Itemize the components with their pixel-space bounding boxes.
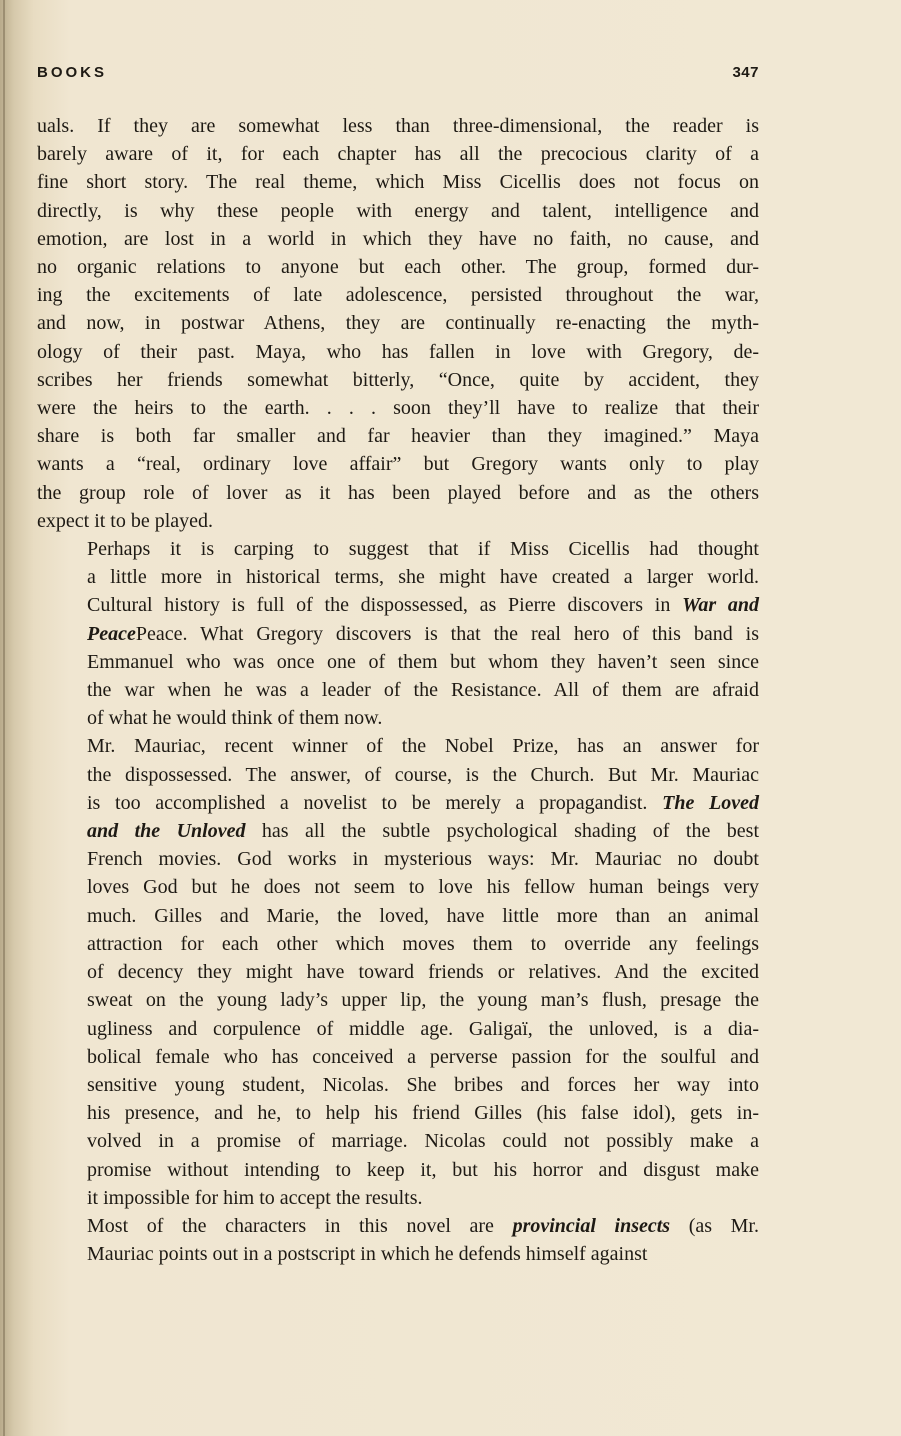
paragraph-3: [37, 732, 759, 1211]
text-line: Mauriac points out in a postscript in which he defends himself against: [87, 1243, 648, 1266]
text-line: wants a “real, ordinary love affair” but Gregory wants only to play: [37, 453, 759, 476]
text-line: emotion, are lost in a world in which they have no faith, no cause, and: [37, 227, 759, 250]
text-line: ugliness and corpulence of middle age. Galigaï, the unloved, is a dia-: [87, 1017, 759, 1040]
body-text: [37, 112, 759, 1268]
text-line: bolical female who has conceived a perverse passion for the soulful and: [87, 1045, 759, 1068]
text-line: no organic relations to anyone but each other. The group, formed dur-: [37, 256, 759, 279]
paragraph-4: [37, 1212, 759, 1268]
text-line: directly, is why these people with energy and talent, intelligence and: [37, 199, 759, 222]
text-line: ing the excitements of late adolescence, persisted throughout the war,: [37, 284, 759, 307]
text-line: barely aware of it, for each chapter has all the precocious clarity of a: [37, 143, 759, 166]
text-line: [37, 620, 759, 648]
book-title-italic: War and: [682, 594, 759, 617]
text-line: Perhaps it is carping to suggest that if Miss Cicellis had thought: [87, 538, 759, 561]
text-line: a little more in historical terms, she might have created a larger world.: [87, 566, 759, 589]
text-line: the war when he was a leader of the Resistance. All of them are afraid: [87, 679, 759, 702]
text-run: (as Mr.: [670, 1214, 759, 1237]
book-title-italic: Peace: [87, 622, 136, 645]
text-line: the group role of lover as it has been played before and as the others: [37, 481, 759, 504]
text-line: were the heirs to the earth. . . . soon they’ll have to realize that their: [37, 397, 759, 420]
text-line: of decency they might have toward friends or relatives. And the excited: [87, 961, 759, 984]
text-line: of what he would think of them now.: [87, 707, 383, 730]
text-line: promise without intending to keep it, but his horror and disgust make: [87, 1158, 759, 1181]
text-line: sensitive young student, Nicolas. She bribes and forces her way into: [87, 1073, 759, 1096]
text-line: [37, 817, 759, 845]
text-line: [37, 789, 759, 817]
text-line: sweat on the young lady’s upper lip, the young man’s flush, presage the: [87, 989, 759, 1012]
text-run: is too accomplished a novelist to be merely a propagandist.: [87, 791, 663, 814]
text-line: ology of their past. Maya, who has fallen in love with Gregory, de-: [37, 340, 759, 363]
page-number: 347: [732, 64, 759, 81]
paragraph-2: [37, 535, 759, 732]
text-run: Peace. What Gregory discovers is that the real hero of this band is: [135, 622, 759, 645]
text-line: uals. If they are somewhat less than three-dimensional, the reader is: [37, 115, 759, 137]
text-line: Emmanuel who was once one of them but whom they haven’t seen since: [87, 650, 759, 673]
text-line: the dispossessed. The answer, of course, is the Church. But Mr. Mauriac: [87, 763, 759, 786]
paragraph-1: [37, 112, 759, 535]
text-line: loves God but he does not seem to love his fellow human beings very: [87, 876, 759, 899]
text-line: [37, 1212, 759, 1240]
text-line: expect it to be played.: [37, 509, 214, 532]
text-line: and now, in postwar Athens, they are continually re-enacting the myth-: [37, 312, 759, 335]
text-line: share is both far smaller and far heavier than they imagined.” Maya: [37, 425, 759, 448]
text-line: [37, 591, 759, 619]
text-line: French movies. God works in mysterious ways: Mr. Mauriac no doubt: [87, 848, 759, 871]
binding-gutter: [3, 0, 5, 1436]
section-title: BOOKS: [37, 64, 108, 81]
text-run: Most of the characters in this novel are: [87, 1214, 513, 1237]
book-title-italic: The Loved: [662, 791, 760, 814]
text-line: it impossible for him to accept the results.: [87, 1186, 423, 1209]
text-line: his presence, and he, to help his friend Gilles (his false idol), gets in-: [87, 1102, 759, 1125]
text-line: scribes her friends somewhat bitterly, “Once, quite by accident, they: [37, 368, 759, 391]
text-line: fine short story. The real theme, which Miss Cicellis does not focus on: [37, 171, 759, 194]
text-run: has all the subtle psychological shading of the best: [245, 820, 760, 843]
text-line: attraction for each other which moves them to override any feelings: [87, 932, 759, 955]
text-line: much. Gilles and Marie, the loved, have little more than an animal: [87, 904, 759, 927]
text-line: volved in a promise of marriage. Nicolas could not possibly make a: [87, 1130, 759, 1153]
text-line: Mr. Mauriac, recent winner of the Nobel Prize, has an answer for: [87, 735, 759, 758]
phrase-italic: provincial insects: [512, 1214, 671, 1237]
text-run: Cultural history is full of the dispossessed, as Pierre discovers in: [87, 594, 683, 617]
book-title-italic: and the Unloved: [87, 820, 246, 843]
running-head: [37, 64, 759, 86]
